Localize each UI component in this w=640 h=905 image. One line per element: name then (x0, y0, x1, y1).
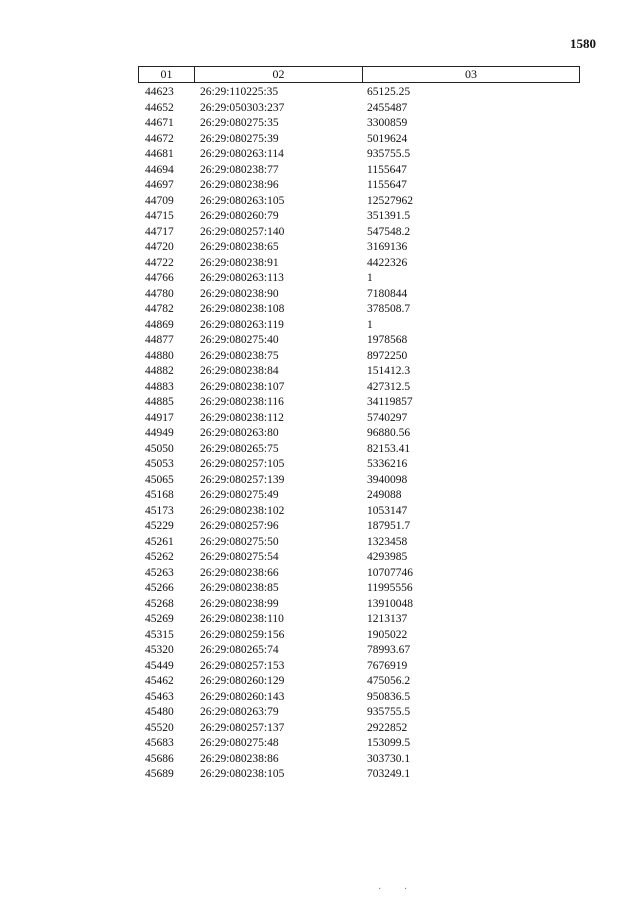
table-cell-03: 1155647 (367, 179, 407, 191)
table-row (0, 240, 640, 256)
column-header-02: 02 (272, 67, 285, 81)
table-cell-02: 26:29:080238:116 (200, 396, 284, 408)
table-cell-01: 45689 (145, 768, 174, 780)
table-row (0, 550, 640, 566)
table-cell-02: 26:29:080260:143 (200, 690, 285, 703)
table-cell-03: 153099.5 (367, 737, 411, 749)
scan-artifact-dots: · · (378, 884, 418, 895)
table-row (0, 566, 640, 582)
table-cell-03: 5740297 (367, 411, 408, 424)
table-cell-02: 26:29:080257:139 (200, 473, 285, 486)
table-cell-02: 26:29:080238:65 (200, 241, 279, 253)
table-cell-03: 3169136 (367, 241, 408, 253)
table-cell-03: 13910048 (367, 597, 413, 610)
table-cell-03: 303730.1 (367, 752, 411, 765)
table-cell-02: 26:29:080257:140 (200, 225, 285, 238)
table-cell-02: 26:29:080275:40 (200, 334, 279, 346)
table-cell-03: 187951.7 (367, 520, 411, 532)
table-row (0, 488, 640, 504)
table-cell-03: 65125.25 (367, 86, 411, 98)
table-cell-01: 45320 (145, 644, 174, 656)
table-row (0, 302, 640, 318)
table-cell-01: 44917 (145, 411, 174, 424)
table-cell-02: 26:29:080275:35 (200, 117, 279, 129)
table-cell-02: 26:29:080238:96 (200, 179, 279, 191)
table-cell-03: 1905022 (367, 628, 408, 641)
table-cell-03: 1 (367, 318, 373, 331)
table-cell-03: 82153.41 (367, 442, 411, 455)
table-cell-03: 78993.67 (367, 644, 411, 656)
table-cell-01: 45269 (145, 613, 174, 625)
table-cell-02: 26:29:080263:105 (200, 194, 285, 207)
column-header-03: 03 (465, 67, 477, 81)
table-cell-03: 1 (367, 272, 373, 284)
table-row (0, 116, 640, 132)
table-cell-01: 45050 (145, 442, 174, 455)
column-header-01: 01 (160, 67, 173, 81)
table-cell-03: 5019624 (367, 132, 408, 145)
table-cell-03: 7676919 (367, 659, 408, 672)
table-cell-02: 26:29:080260:79 (200, 210, 279, 222)
table-cell-02: 26:29:080238:112 (200, 411, 284, 424)
table-cell-01: 45053 (145, 458, 174, 470)
table-cell-02: 26:29:080265:74 (200, 644, 279, 656)
table-cell-03: 5336216 (367, 458, 408, 470)
table-row (0, 690, 640, 706)
table-row (0, 736, 640, 752)
table-cell-01: 44672 (145, 132, 174, 145)
table-cell-02: 26:29:080265:75 (200, 442, 279, 455)
table-row (0, 256, 640, 272)
table-cell-01: 44722 (145, 256, 174, 269)
table-row (0, 395, 640, 411)
table-row (0, 628, 640, 644)
table-row (0, 659, 640, 675)
table-row (0, 101, 640, 117)
table-cell-03: 351391.5 (367, 210, 411, 222)
table-cell-01: 45449 (145, 659, 174, 672)
table-cell-02: 26:29:080238:85 (200, 582, 279, 594)
table-cell-02: 26:29:080257:96 (200, 520, 279, 532)
table-cell-01: 44717 (145, 225, 174, 238)
table-row (0, 132, 640, 148)
table-cell-03: 8972250 (367, 349, 408, 362)
table-cell-02: 26:29:080238:66 (200, 566, 279, 579)
table-cell-03: 378508.7 (367, 303, 411, 315)
table-cell-01: 44885 (145, 396, 174, 408)
table-cell-01: 45480 (145, 706, 174, 718)
table-row (0, 209, 640, 225)
table-cell-02: 26:29:080238:110 (200, 613, 284, 625)
table-cell-03: 703249.1 (367, 768, 411, 780)
table-cell-03: 10707746 (367, 566, 413, 579)
table-cell-02: 26:29:080238:105 (200, 768, 285, 780)
table-row (0, 426, 640, 442)
table-row (0, 163, 640, 179)
table-cell-03: 249088 (367, 489, 402, 501)
table-cell-03: 935755.5 (367, 706, 411, 718)
table-cell-02: 26:29:080263:114 (200, 148, 284, 160)
table-cell-03: 547548.2 (367, 225, 411, 238)
table-row (0, 225, 640, 241)
table-cell-02: 26:29:080238:77 (200, 163, 279, 176)
table-cell-01: 44766 (145, 272, 174, 284)
table-cell-02: 26:29:080257:105 (200, 458, 285, 470)
table-cell-01: 44780 (145, 287, 174, 300)
table-cell-03: 935755.5 (367, 148, 411, 160)
table-cell-02: 26:29:080238:107 (200, 380, 285, 393)
table-cell-01: 45263 (145, 566, 174, 579)
table-row (0, 85, 640, 101)
table-cell-03: 4422326 (367, 256, 408, 269)
table-cell-01: 44697 (145, 179, 174, 191)
table-cell-01: 44720 (145, 241, 174, 253)
table-row (0, 674, 640, 690)
table-cell-03: 1155647 (367, 163, 407, 176)
table-cell-02: 26:29:080238:84 (200, 365, 279, 377)
table-cell-01: 44715 (145, 210, 174, 222)
table-cell-01: 45168 (145, 489, 174, 501)
table-cell-03: 34119857 (367, 396, 413, 408)
table-cell-02: 26:29:080263:79 (200, 706, 279, 718)
table-cell-01: 44882 (145, 365, 174, 377)
table-row (0, 535, 640, 551)
table-cell-01: 44883 (145, 380, 174, 393)
table-cell-01: 45266 (145, 582, 174, 594)
table-cell-03: 1978568 (367, 334, 408, 346)
table-cell-02: 26:29:080259:156 (200, 628, 285, 641)
table-row (0, 752, 640, 768)
page-number: 1580 (570, 36, 596, 51)
table-cell-01: 44681 (145, 148, 174, 160)
table-row (0, 519, 640, 535)
table-cell-02: 26:29:080263:119 (200, 318, 284, 331)
table-cell-03: 2455487 (367, 101, 408, 114)
table-cell-01: 44782 (145, 303, 174, 315)
table-cell-02: 26:29:080238:108 (200, 303, 285, 315)
table-cell-02: 26:29:080275:48 (200, 737, 279, 749)
table-cell-03: 950836.5 (367, 690, 411, 703)
table-cell-03: 11995556 (367, 582, 413, 594)
table-row (0, 147, 640, 163)
table-cell-02: 26:29:080238:75 (200, 349, 279, 362)
table-row (0, 364, 640, 380)
table-cell-03: 4293985 (367, 551, 408, 563)
table-cell-01: 45683 (145, 737, 174, 749)
table-cell-03: 3300859 (367, 117, 408, 129)
table-cell-01: 45261 (145, 535, 174, 548)
table-row (0, 194, 640, 210)
table-cell-02: 26:29:110225:35 (200, 86, 279, 98)
table-cell-02: 26:29:080263:113 (200, 272, 284, 284)
table-cell-02: 26:29:080238:86 (200, 752, 279, 765)
table-cell-01: 44623 (145, 86, 174, 98)
table-cell-02: 26:29:080257:137 (200, 721, 285, 734)
table-cell-01: 44671 (145, 117, 174, 129)
table-cell-02: 26:29:080263:80 (200, 427, 279, 439)
table-cell-01: 45315 (145, 628, 174, 641)
table-cell-02: 26:29:080238:90 (200, 287, 279, 300)
table-row (0, 178, 640, 194)
table-row (0, 473, 640, 489)
table-row (0, 581, 640, 597)
table-cell-03: 1213137 (367, 613, 408, 625)
table-cell-02: 26:29:080257:153 (200, 659, 285, 672)
table-row (0, 767, 640, 783)
table-cell-03: 2922852 (367, 721, 408, 734)
table-cell-03: 1323458 (367, 535, 408, 548)
table-cell-02: 26:29:080238:102 (200, 504, 285, 517)
table-row (0, 721, 640, 737)
table-body (0, 85, 640, 783)
table-cell-01: 45686 (145, 752, 174, 765)
table-cell-01: 45463 (145, 690, 174, 703)
table-cell-01: 44949 (145, 427, 174, 439)
table-cell-01: 45268 (145, 597, 174, 610)
table-row (0, 612, 640, 628)
table-cell-03: 3940098 (367, 473, 408, 486)
table-header (138, 66, 580, 83)
table-row (0, 442, 640, 458)
table-cell-02: 26:29:080275:54 (200, 551, 279, 563)
table-cell-03: 427312.5 (367, 380, 411, 393)
table-cell-01: 44652 (145, 101, 174, 114)
table-row (0, 333, 640, 349)
table-row (0, 318, 640, 334)
table-cell-03: 96880.56 (367, 427, 411, 439)
table-row (0, 349, 640, 365)
table-cell-01: 45262 (145, 551, 174, 563)
table-cell-01: 44869 (145, 318, 174, 331)
table-cell-02: 26:29:080275:39 (200, 132, 279, 145)
table-cell-02: 26:29:080238:99 (200, 597, 279, 610)
table-cell-02: 26:29:050303:237 (200, 101, 285, 114)
table-row (0, 411, 640, 427)
table-cell-01: 44709 (145, 194, 174, 207)
table-row (0, 705, 640, 721)
table-row (0, 643, 640, 659)
table-cell-01: 45520 (145, 721, 174, 734)
table-cell-01: 45173 (145, 504, 174, 517)
table-row (0, 597, 640, 613)
table-cell-01: 44880 (145, 349, 174, 362)
table-cell-02: 26:29:080238:91 (200, 256, 279, 269)
table-row (0, 457, 640, 473)
table-cell-03: 151412.3 (367, 365, 411, 377)
table-cell-01: 44694 (145, 163, 174, 176)
table-cell-03: 475056.2 (367, 675, 411, 687)
table-row (0, 287, 640, 303)
table-cell-02: 26:29:080275:50 (200, 535, 279, 548)
table-cell-02: 26:29:080260:129 (200, 675, 285, 687)
table-cell-02: 26:29:080275:49 (200, 489, 279, 501)
table-row (0, 380, 640, 396)
table-cell-01: 45229 (145, 520, 174, 532)
table-cell-03: 7180844 (367, 287, 408, 300)
table-cell-03: 1053147 (367, 504, 408, 517)
table-cell-01: 45462 (145, 675, 174, 687)
table-row (0, 271, 640, 287)
table-cell-01: 45065 (145, 473, 174, 486)
table-cell-03: 12527962 (367, 194, 413, 207)
table-row (0, 504, 640, 520)
table-cell-01: 44877 (145, 334, 174, 346)
